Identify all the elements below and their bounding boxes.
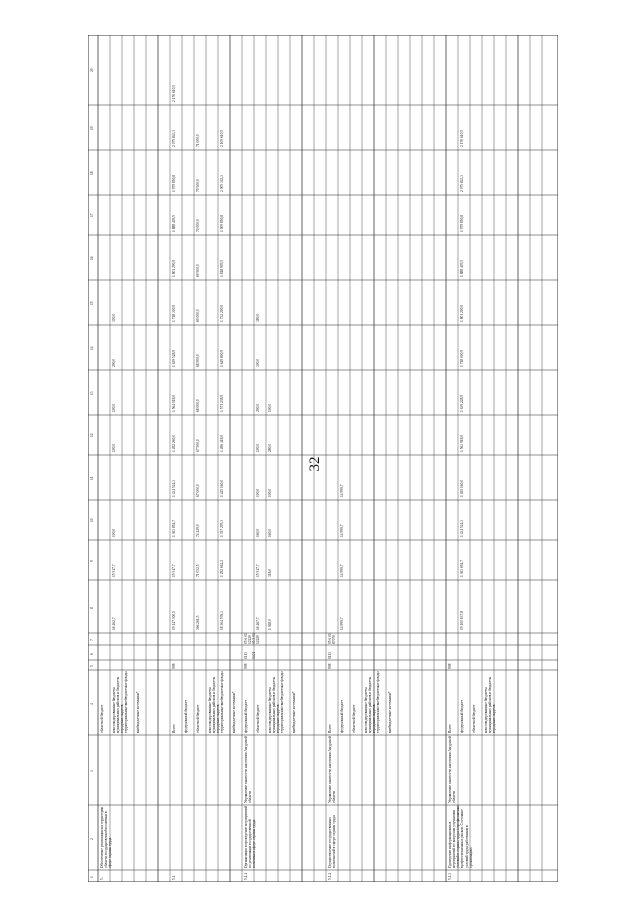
value-cell: 15 517,7 xyxy=(112,564,116,577)
value-cell: 2 176 610,5 xyxy=(460,129,464,147)
value-total: 19 147 300,5 xyxy=(172,611,176,630)
value-cell: 1 888 405,5 xyxy=(460,259,464,277)
column-number-7: 7 xyxy=(90,639,94,641)
row-code: 5. xyxy=(100,877,104,880)
value-total: 1 979 850,8 xyxy=(172,174,176,192)
column-number-10: 10 xyxy=(90,518,94,522)
value-cell: 1 979 850,8 xyxy=(460,214,464,232)
value-cell: 71 032,5 xyxy=(196,564,200,577)
source-label: областной бюджет xyxy=(351,704,356,733)
value-cell: 1 818 905,5 xyxy=(220,259,224,277)
value-cell: 67 500,0 xyxy=(196,439,200,452)
column-number-20: 20 xyxy=(90,68,94,72)
source-label: федеральный бюджет xyxy=(183,699,188,733)
source-label: территориальные внебюджетные фонды xyxy=(375,671,380,733)
column-number-12: 12 xyxy=(90,433,94,437)
source-label: областной бюджет xyxy=(255,704,260,733)
value-cell: 1 718 000,9 xyxy=(460,349,464,367)
source-label: консолидированные бюджеты муниципальных районов и бюджеты городских округов xyxy=(207,676,220,733)
source-label: консолидированные бюджеты муниципальных районов и бюджеты городских округов xyxy=(267,676,280,733)
value-total: 1 363 854,7 xyxy=(172,519,176,537)
source-label: консолидированные бюджеты муниципальных районов и бюджеты городских округов xyxy=(363,676,376,733)
source-label: областной бюджет xyxy=(195,704,200,733)
column-number-5: 5 xyxy=(90,665,94,667)
table-grid xyxy=(88,35,558,882)
value-cell: 1 368,0 xyxy=(268,619,272,630)
value-cell: 1 357 295,3 xyxy=(220,519,224,537)
column-number-19: 19 xyxy=(90,125,94,130)
value-cell: 18 364 576,3 xyxy=(220,611,224,630)
value-cell: 100,0 xyxy=(268,488,272,497)
value-cell: 19 100 637,8 xyxy=(460,611,464,630)
value-cell: 1 563 918,0 xyxy=(460,434,464,452)
column-number-4: 4 xyxy=(90,702,94,705)
value-cell: 300,0 xyxy=(256,358,260,367)
row-code: 5.1.1 xyxy=(244,872,248,880)
value-cell: 100,0 xyxy=(112,403,116,412)
value-cell: 1 496 418,0 xyxy=(220,434,224,452)
value-cell: 2 075 843,3 xyxy=(460,174,464,192)
row-rzpr: 0401 xyxy=(252,651,256,659)
row-rzpr: 0113 xyxy=(328,651,332,659)
value-total: 1 639 528,9 xyxy=(172,349,176,367)
value-cell: 1 649 800,9 xyxy=(220,349,224,367)
value-cell: 1 732 290,9 xyxy=(220,304,224,322)
budget-table xyxy=(88,35,558,882)
value-cell: 100,0 xyxy=(268,403,272,412)
row-cs: 05 6 01 87070 xyxy=(328,633,337,644)
source-label: областной бюджет xyxy=(471,704,476,733)
source-label: Всего xyxy=(171,724,176,733)
value-cell: 2 005 343,3 xyxy=(220,174,224,192)
value-cell: 71 000,0 xyxy=(196,134,200,147)
row-name: Обеспечение реализации на территории области государственной политики в сфере охраны труда xyxy=(100,806,113,868)
source-label: внебюджетные источники* xyxy=(231,691,236,733)
value-cell: 68 500,0 xyxy=(196,354,200,367)
source-label: федеральный бюджет xyxy=(339,699,344,733)
value-cell: 100,0 xyxy=(112,443,116,452)
value-total: 1 718 300,9 xyxy=(172,304,176,322)
value-cell: 69 500,0 xyxy=(196,264,200,277)
value-cell: 380,0 xyxy=(256,313,260,322)
value-cell: 1 909 850,8 xyxy=(220,214,224,232)
column-number-9: 9 xyxy=(90,560,94,562)
value-cell: 290,0 xyxy=(256,403,260,412)
column-number-13: 13 xyxy=(90,390,94,395)
column-number-1: 1 xyxy=(90,876,94,878)
value-cell: 1 425 160,0 xyxy=(220,479,224,497)
value-cell: 366 261,5 xyxy=(196,615,200,630)
source-label: территориальные внебюджетные фонды xyxy=(123,671,128,733)
row-rzpr: 0113 xyxy=(244,651,248,659)
row-grbs: 908 xyxy=(448,663,452,669)
source-label: Всего xyxy=(447,724,452,733)
row-grbs: 908 xyxy=(328,663,332,669)
value-cell: 70 500,0 xyxy=(196,179,200,192)
column-number-18: 18 xyxy=(90,170,94,175)
source-label: федеральный бюджет xyxy=(243,699,248,733)
value-cell: 2 105 610,5 xyxy=(220,129,224,147)
value-cell: 14 999,7 xyxy=(340,617,344,630)
column-number-17: 17 xyxy=(90,213,94,217)
value-cell: 100,0 xyxy=(256,488,260,497)
source-label: консолидированные бюджеты муниципальных районов и бюджеты городских округов xyxy=(111,676,124,733)
row-executor: Управление занятости населения Амурской области xyxy=(244,736,253,803)
value-cell: 69 000,0 xyxy=(196,309,200,322)
value-cell: 14 999,7 xyxy=(340,564,344,577)
value-cell: 14 999,7 xyxy=(340,524,344,537)
value-cell: 318,0 xyxy=(268,568,272,577)
column-number-6: 6 xyxy=(90,652,94,655)
column-number-15: 15 xyxy=(90,300,94,305)
source-label: консолидированные бюджеты муниципальных районов и бюджеты городских округов xyxy=(483,676,496,733)
value-cell: 300,0 xyxy=(112,313,116,322)
row-name: Организация и проведение мероприятий по реализации государственной политики в сфере охраны труда xyxy=(244,805,257,868)
value-total: 1 431 524,3 xyxy=(172,479,176,497)
source-label: территориальные внебюджетные фонды xyxy=(279,671,284,733)
source-label: федеральный бюджет xyxy=(459,699,464,733)
value-cell: 1 431 524,3 xyxy=(460,519,464,537)
source-label: внебюджетные источники* xyxy=(291,691,296,733)
value-cell: 100,0 xyxy=(256,443,260,452)
value-cell: 1 292 662,2 xyxy=(220,559,224,577)
value-total: 15 517,7 xyxy=(172,564,176,577)
value-cell: 16 462,7 xyxy=(112,617,116,630)
row-grbs: 908 xyxy=(172,663,176,669)
value-cell: 290,0 xyxy=(112,358,116,367)
value-cell: 100,0 xyxy=(112,528,116,537)
value-cell: 1 639 228,9 xyxy=(460,394,464,412)
column-number-8: 8 xyxy=(90,606,94,609)
source-label: территориальные внебюджетные фонды xyxy=(219,671,224,733)
value-total: 2 075 843,3 xyxy=(172,129,176,147)
row-cs: 05 6 01 12220 xyxy=(244,633,253,644)
value-total: 1 801 290,9 xyxy=(172,259,176,277)
row-code: 5.1.3 xyxy=(448,872,452,880)
page-number: 32 xyxy=(306,456,323,472)
value-total: 1 888 405,5 xyxy=(172,214,176,232)
source-label: внебюджетные источники* xyxy=(387,691,392,733)
value-cell: 1 363 694,7 xyxy=(460,559,464,577)
value-cell: 68 000,0 xyxy=(196,399,200,412)
value-cell: 67 000,0 xyxy=(196,484,200,497)
value-total: 1 564 018,0 xyxy=(172,394,176,412)
column-number-14: 14 xyxy=(90,345,94,350)
row-cs: 05 5 01 12220 xyxy=(252,633,261,644)
source-label: Всего xyxy=(327,724,332,733)
row-code: 5.1 xyxy=(172,875,176,880)
value-total: 1 492 260,0 xyxy=(172,434,176,452)
value-cell: 280,0 xyxy=(268,443,272,452)
value-cell: 160,0 xyxy=(256,528,260,537)
column-number-11: 11 xyxy=(90,476,94,480)
row-name: Осуществление государственных полномочий в сфере охраны труда xyxy=(328,815,337,868)
value-cell: 1 492 160,0 xyxy=(460,479,464,497)
row-executor: Управление занятости населения Амурской области xyxy=(448,736,457,803)
column-number-3: 3 xyxy=(90,770,94,772)
row-executor: Управление занятости населения Амурской области xyxy=(328,736,337,803)
source-label: областной бюджет xyxy=(99,704,104,733)
value-cell: 14 999,7 xyxy=(340,484,344,497)
source-label: внебюджетные источники* xyxy=(135,691,140,733)
value-cell: 1 801 290,9 xyxy=(460,304,464,322)
value-cell: 15 517,7 xyxy=(256,564,260,577)
value-cell: 1 571 238,9 xyxy=(220,394,224,412)
column-number-16: 16 xyxy=(90,255,94,260)
value-cell: 16 467,7 xyxy=(256,617,260,630)
column-number-2: 2 xyxy=(90,837,94,840)
value-cell: 74 229,0 xyxy=(196,524,200,537)
row-grbs: 908 xyxy=(244,663,248,669)
value-cell: 160,0 xyxy=(268,528,272,537)
value-total: 2 176 610,5 xyxy=(172,84,176,102)
row-name: Проведение информационных мероприятий по вопросам улучшения условий и охраны труда и профилактики профессиональных рисков. Состояние условий труда работников в организациях xyxy=(448,805,473,868)
row-code: 5.1.2 xyxy=(328,872,332,880)
value-cell: 70 000,0 xyxy=(196,219,200,232)
